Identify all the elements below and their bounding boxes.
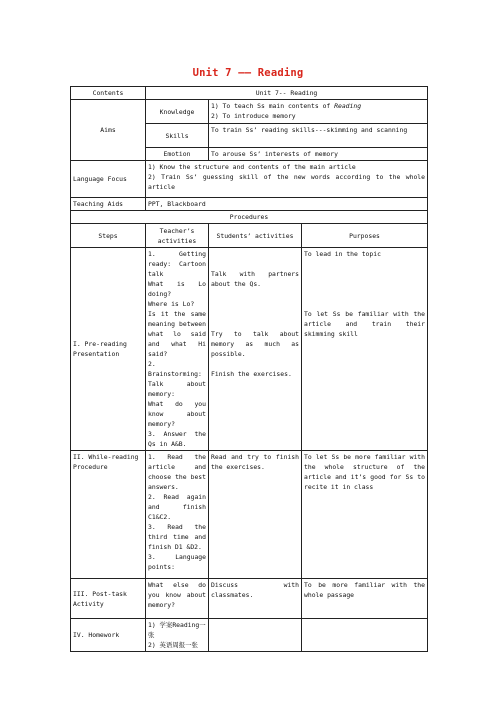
post-task-step: III. Post-task Activity [71,579,146,619]
while-reading-purposes: To let Ss be more familiar with the whole structure of the article and it’s good for Ss to recite it in class [302,451,428,579]
lesson-plan-table [70,86,428,652]
homework-teacher: 1) 学案Reading一张 2) 英语周报一张 [146,619,209,652]
post-task-purposes: To be more familiar with the whole passage [302,579,428,619]
while-reading-step: II. While-reading Procedure [71,451,146,579]
post-task-teacher: What else do you know about memory? [146,579,209,619]
aims-label: Aims [71,100,146,161]
homework-students [209,619,302,652]
contents-label: Contents [71,87,146,100]
emotion-label: Emotion [146,148,209,161]
pre-reading-teacher: 1. Getting ready: Cartoon talk What is Lo doing? Where is Lo? Is it the same meaning between what lo said and what Hi said? 2. Brainstorming: Talk about memory: What do you know about memory? 3. Answer the Qs in A&B. [146,248,209,451]
skills-label: Skills [146,124,209,148]
language-focus-label: Language Focus [71,161,146,198]
pre-reading-students: Talk with partners about the Qs. Try to talk about memory as much as possible. Finish the exercises. [209,248,302,451]
language-focus-text: 1) Know the structure and contents of the main article 2) Train Ss’ guessing skill of the new words according to the whole article [146,161,428,198]
students-activities-header: Students’ activities [209,224,302,248]
while-reading-teacher: 1. Read the article and choose the best answers. 2. Read again and finish C1&C2. 3. Read the third time and finish D1 &D2. 3. Language points: [146,451,209,579]
teaching-aids-value: PPT, Blackboard [146,198,428,211]
procedures-title: Procedures [71,211,428,224]
emotion-text: To arouse Ss’ interests of memory [209,148,428,161]
purposes-header: Purposes [302,224,428,248]
while-reading-students: Read and try to finish the exercises. [209,451,302,579]
homework-purposes [302,619,428,652]
teacher-activities-header: Teacher’s activities [146,224,209,248]
knowledge-text: 1) To teach Ss main contents of Reading 2) To introduce memory [209,100,428,124]
pre-reading-step: I. Pre-reading Presentation [71,248,146,451]
post-task-students: Discuss with classmates. [209,579,302,619]
skills-text: To train Ss’ reading skills---skimming and scanning [209,124,428,148]
homework-step: IV. Homework [71,619,146,652]
teaching-aids-label: Teaching Aids [71,198,146,211]
knowledge-label: Knowledge [146,100,209,124]
pre-reading-purposes: To lead in the topic To let Ss be familiar with the article and train their skimming skill [302,248,428,451]
steps-header: Steps [71,224,146,248]
contents-value: Unit 7-- Reading [146,87,428,100]
page-title: Unit 7 —— Reading [192,67,304,79]
